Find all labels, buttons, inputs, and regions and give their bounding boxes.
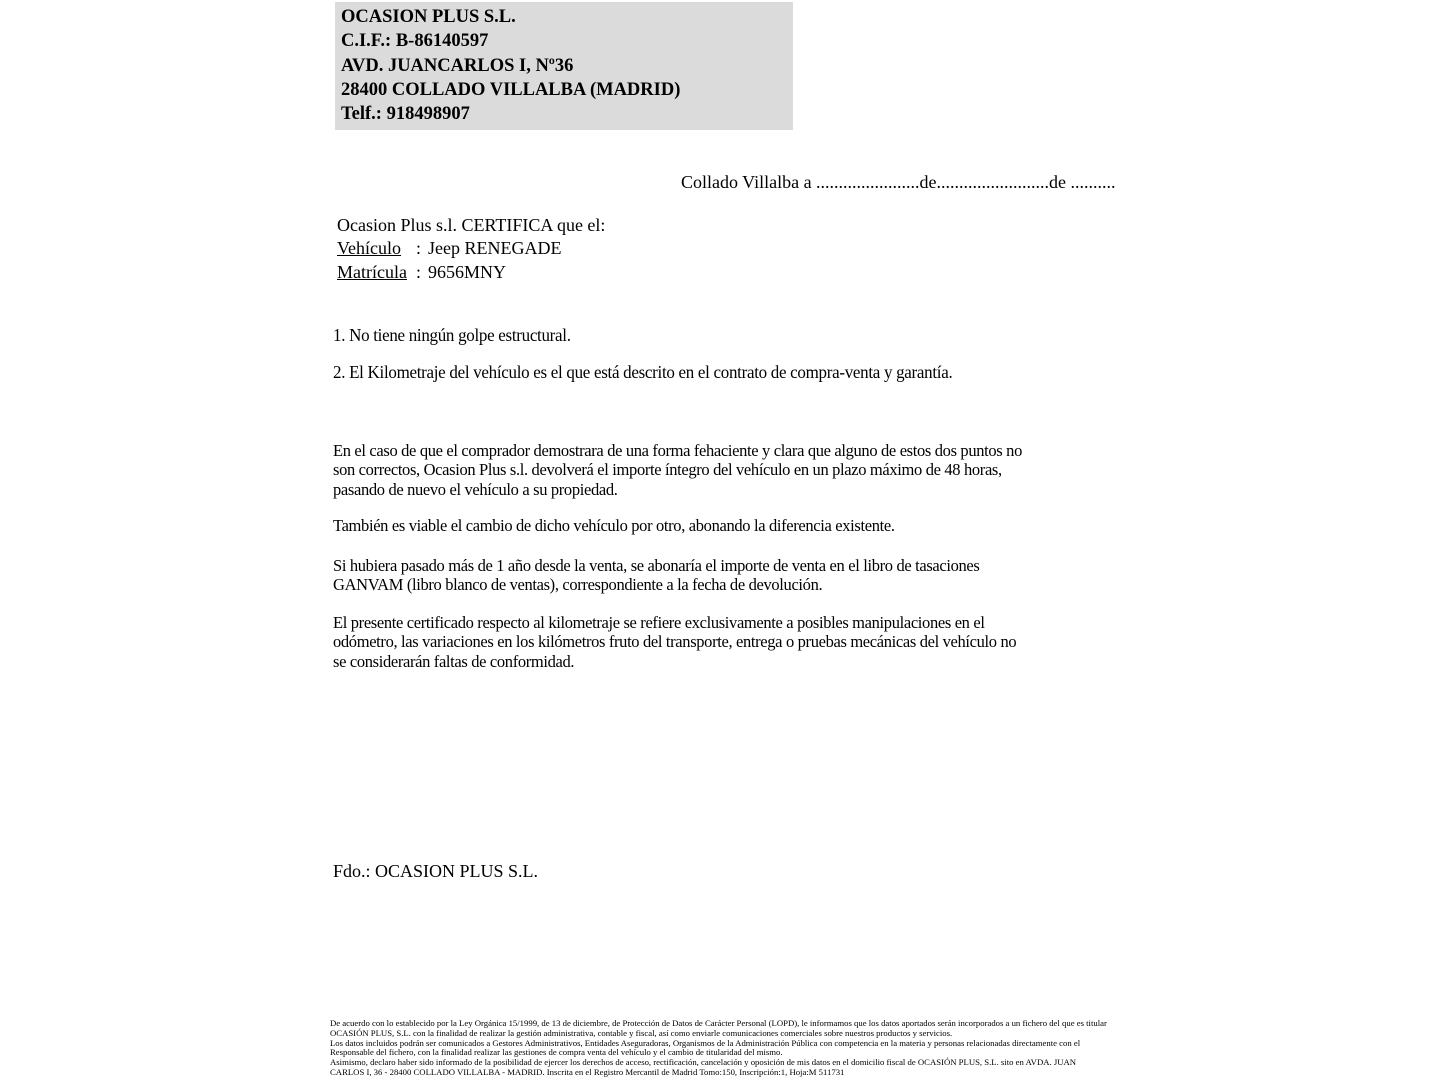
text-line: son correctos, Ocasion Plus s.l. devolverá el importe íntegro del vehículo en un plazo máximo de 48 horas, <box>333 460 1002 480</box>
company-header-box <box>335 2 793 130</box>
paragraph-ganvam <box>333 556 980 595</box>
legal-line: Responsable del fichero, con la finalidad realizar las gestiones de compra venta del vehículo y el cambio de titularidad del mismo. <box>330 1047 783 1058</box>
company-name: OCASION PLUS S.L. <box>341 7 516 27</box>
plate-label: Matrícula <box>337 261 407 282</box>
certification-block <box>337 214 605 284</box>
paragraph-odometer-disclaimer <box>333 613 1016 671</box>
legal-line: Asimismo, declaro haber sido informado de la posibilidad de ejercer los derechos de acceso, rectificación, cancelación y oposición de mis datos en el domicilio fiscal de OCASIÓN PLUS, S.L. sito en AVDA. JUAN <box>330 1057 1077 1067</box>
text-line: En el caso de que el comprador demostrara de una forma fehaciente y clara que alguno de estos dos puntos no <box>333 441 1022 460</box>
plate-field-row <box>337 261 605 284</box>
text-line: El presente certificado respecto al kilometraje se refiere exclusivamente a posibles manipulaciones en el <box>333 613 985 632</box>
plate-value: 9656MNY <box>428 261 507 282</box>
numbered-point-1: 1. No tiene ningún golpe estructural. <box>333 325 571 345</box>
legal-line: Los datos incluidos podrán ser comunicados a Gestores Administrativos, Entidades Aseguradoras, Organismos de la Administración Pública con competencia en la materia y personas relacionadas directamente con el <box>330 1037 1081 1048</box>
text-line: odómetro, las variaciones en los kilómetros fruto del transporte, entrega o pruebas mecánicas del vehículo no <box>333 632 1017 652</box>
company-address: AVD. JUANCARLOS I, Nº36 <box>341 55 574 76</box>
paragraph-vehicle-exchange <box>333 516 895 535</box>
plate-label-cell <box>337 261 416 284</box>
date-line: Collado Villalba a .......................de.........................de .......... <box>681 172 1116 192</box>
legal-footer <box>330 1019 1107 1078</box>
vehicle-label-cell <box>337 237 416 260</box>
text-line: También es viable el cambio de dicho vehículo por otro, abonando la diferencia existente. <box>333 516 895 535</box>
legal-line: OCASIÓN PLUS, S.L. con la finalidad de realizar la gestión administrativa, contable y fiscal, así como enviarle comunicaciones comerciales sobre nuestros productos y servicios. <box>330 1027 953 1038</box>
vehicle-label: Vehículo <box>337 238 401 259</box>
vehicle-separator: : <box>416 238 422 259</box>
paragraph-refund-guarantee <box>333 441 1022 499</box>
text-line: Si hubiera pasado más de 1 año desde la venta, se abonaría el importe de venta en el libro de tasaciones <box>333 556 980 575</box>
vehicle-value: Jeep RENEGADE <box>428 238 562 259</box>
certification-intro: Ocasion Plus s.l. CERTIFICA que el: <box>337 215 606 235</box>
legal-line: CARLOS I, 36 - 28400 COLLADO VILLALBA - MADRID. Inscrita en el Registro Mercantil de Madrid Tomo:150, Inscripción:1, Hoja:M 511731 <box>330 1066 845 1077</box>
vehicle-field-row <box>337 237 605 260</box>
text-line: GANVAM (libro blanco de ventas), correspondiente a la fecha de devolución. <box>333 575 823 595</box>
company-cif: C.I.F.: B-86140597 <box>341 31 489 52</box>
text-line: pasando de nuevo el vehículo a su propiedad. <box>333 479 618 499</box>
text-line: se considerarán faltas de conformidad. <box>333 651 575 671</box>
legal-line: De acuerdo con lo establecido por la Ley Orgánica 15/1999, de 13 de diciembre, de Protección de Datos de Carácter Personal (LOPD), le informamos que los datos aportados serán incorporados a un fichero del que es titular <box>330 1018 1107 1028</box>
plate-separator: : <box>416 261 422 282</box>
company-phone: Telf.: 918498907 <box>341 104 470 125</box>
numbered-point-2: 2. El Kilometraje del vehículo es el que está descrito en el contrato de compra-venta y garantía. <box>333 362 953 382</box>
company-city: 28400 COLLADO VILLALBA (MADRID) <box>341 79 681 100</box>
signature-line: Fdo.: OCASION PLUS S.L. <box>333 861 539 881</box>
